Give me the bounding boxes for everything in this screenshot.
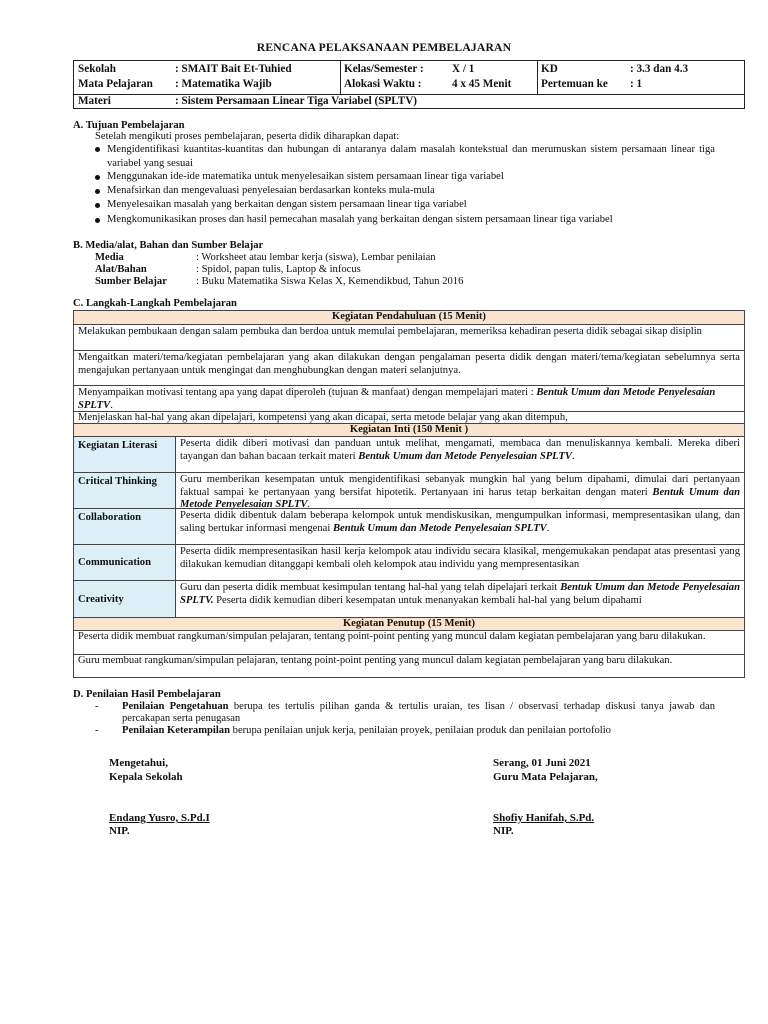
sign-right-line2: Guru Mata Pelajaran, <box>493 771 598 783</box>
motivasi-text: Menyampaikan motivasi tentang apa yang dapat diperoleh (tujuan & manfaat) dengan mempelajari materi : <box>78 387 534 398</box>
bullet-icon <box>95 203 100 208</box>
penutup-step: Peserta didik membuat rangkuman/simpulan pelajaran, tentang point-point penting yang muncul dalam kegiatan pembelajaran yang baru dilakukan. <box>78 631 706 642</box>
alokasi-value: 4 x 45 Menit <box>452 78 512 90</box>
table-row <box>74 385 744 411</box>
goal-item: Mengkomunikasikan proses dan hasil pemecahan masalah yang berkaitan dengan sistem persamaan linear tiga variabel <box>107 214 613 225</box>
sumber-value: : Buku Matematika Siswa Kelas X, Kemendikbud, Tahun 2016 <box>196 276 464 287</box>
inti-text: Guru dan peserta didik membuat kesimpulan tentang hal-hal yang telah dipelajari terkait Bentuk Umum dan Metode Penyelesaian SPLTV. Peserta didik kemudian diberi kesempatan untuk menanyakan kembali hal-hal yang belum dipahami <box>180 582 740 606</box>
table-row <box>74 436 744 472</box>
penutup-step: Guru membuat rangkuman/simpulan pelajaran, tentang point-point penting yang muncul dalam kegiatan pembelajaran yang baru dilakukan. <box>78 655 673 666</box>
materi-value: : Sistem Persamaan Linear Tiga Variabel (SPLTV) <box>175 95 417 107</box>
materi-label: Materi <box>78 95 111 107</box>
alat-value: : Spidol, papan tulis, Laptop & infocus <box>196 264 361 275</box>
penutup-title: Kegiatan Penutup (15 Menit) <box>342 618 476 629</box>
inti-text: Guru memberikan kesempatan untuk mengidentifikasi sebanyak mungkin hal yang belum dipahami, dimulai dari pertanyaan faktual sampai ke pertanyaan yang bersifat hipotetik. Pertanyaan ini harus tetap berkaitan dengan materi Bentuk Umum dan Metode Penyelesaian SPLTV. <box>180 474 740 511</box>
sign-right-line1: Serang, 01 Juni 2021 <box>493 757 591 769</box>
table-row <box>74 324 744 350</box>
section-a-intro: Setelah mengikuti proses pembelajaran, peserta didik diharapkan dapat: <box>95 131 400 142</box>
sign-left-line1: Mengetahui, <box>109 757 168 769</box>
media-value: : Worksheet atau lembar kerja (siswa), Lembar penilaian <box>196 252 436 263</box>
sign-left-line2: Kepala Sekolah <box>109 771 183 783</box>
inti-label: Critical Thinking <box>74 473 176 508</box>
inti-label: Collaboration <box>74 509 176 544</box>
sign-left-nip: NIP. <box>109 825 130 837</box>
penilaian-item: Penilaian Keterampilan berupa penilaian unjuk kerja, penilaian proyek, penilaian produk dan penilaian portofolio <box>122 725 611 736</box>
sekolah-label: Sekolah <box>78 63 116 75</box>
table-row <box>74 630 744 654</box>
header-table <box>73 60 745 109</box>
table-row <box>74 472 744 511</box>
section-b-heading: B. Media/alat, Bahan dan Sumber Belajar <box>73 240 264 251</box>
section-a-heading: A. Tujuan Pembelajaran <box>73 120 185 131</box>
pendahuluan-step: Menyampaikan motivasi tentang apa yang dapat diperoleh (tujuan & manfaat) dengan mempelajari materi : Bentuk Umum dan Metode Penyelesaian SPLTV. <box>78 387 716 411</box>
mapel-label: Mata Pelajaran <box>78 78 153 90</box>
pendahuluan-step: Mengaitkan materi/tema/kegiatan pembelajaran yang akan dilakukan dengan pengalaman peserta didik dengan materi/tema/kegiatan sebelumnya serta mengajukan pertanyaan untuk mengingat dan menghubungkan dengan materi selanjutnya. <box>78 352 740 376</box>
header-divider <box>340 61 341 94</box>
bullet-icon <box>95 218 100 223</box>
inti-header <box>74 423 744 436</box>
kelas-label: Kelas/Semester : <box>344 63 424 75</box>
table-row <box>74 580 744 617</box>
bullet-icon <box>95 147 100 152</box>
section-c-heading: C. Langkah-Langkah Pembelajaran <box>73 298 237 309</box>
alokasi-label: Alokasi Waktu : <box>344 78 422 90</box>
document-title: RENCANA PELAKSANAAN PEMBELAJARAN <box>256 41 512 54</box>
goal-item: Menggunakan ide-ide matematika untuk menyelesaikan sistem persamaan linear tiga variabel <box>107 171 504 182</box>
pertemuan-value: : 1 <box>630 78 643 90</box>
pendahuluan-title: Kegiatan Pendahuluan (15 Menit) <box>332 311 486 322</box>
sign-right-nip: NIP. <box>493 825 514 837</box>
inti-label: Communication <box>74 545 176 580</box>
sign-right-name: Shofiy Hanifah, S.Pd. <box>493 812 595 824</box>
bullet-icon <box>95 189 100 194</box>
section-d-heading: D. Penilaian Hasil Pembelajaran <box>73 689 221 700</box>
kd-value: : 3.3 dan 4.3 <box>630 63 689 75</box>
kd-label: KD <box>541 63 558 75</box>
pendahuluan-step: Menjelaskan hal-hal yang akan dipelajari, kompetensi yang akan dicapai, serta metode belajar yang akan ditempuh, <box>78 412 568 423</box>
sumber-label: Sumber Belajar <box>95 276 167 287</box>
inti-text: Peserta didik mempresentasikan hasil kerja kelompok atau individu secara klasikal, mengemukakan pendapat atas presentasi yang dilakukan kemudian ditanggapi kembali oleh kelompok atau individu yang mempresentasikan <box>180 546 740 570</box>
dash-icon: - <box>95 725 99 736</box>
dash-icon: - <box>95 701 99 712</box>
motivasi-italic: Bentuk Umum dan Metode Penyelesaian SPLTV <box>78 387 716 411</box>
header-divider <box>537 61 538 94</box>
pertemuan-label: Pertemuan ke <box>541 78 608 90</box>
penilaian-item: Penilaian Pengetahuan berupa tes tertulis pilihan ganda & tertulis uraian, tes lisan / observasi terhadap diskusi tanya jawab dan percakapan serta penugasan <box>122 701 715 724</box>
media-label: Media <box>95 252 124 263</box>
table-row <box>74 350 744 385</box>
table-row <box>74 654 744 678</box>
alat-label: Alat/Bahan <box>95 264 147 275</box>
inti-label: Creativity <box>74 581 176 617</box>
inti-text: Peserta didik dibentuk dalam beberapa kelompok untuk mendiskusikan, mengumpulkan informasi, mempresentasikan ulang, dan saling bertukar informasi mengenai Bentuk Umum dan Metode Penyelesaian SPLTV. <box>180 510 740 534</box>
table-row <box>74 544 744 580</box>
bullet-icon <box>95 175 100 180</box>
inti-title: Kegiatan Inti (150 Menit ) <box>349 424 469 435</box>
penutup-header <box>74 617 744 630</box>
sekolah-value: : SMAIT Bait Et-Tuhied <box>175 63 292 75</box>
table-row <box>74 411 744 423</box>
sign-left-name: Endang Yusro, S.Pd.I <box>109 812 210 824</box>
inti-label: Kegiatan Literasi <box>74 437 176 472</box>
pendahuluan-step: Melakukan pembukaan dengan salam pembuka dan berdoa untuk memulai pembelajaran, memeriksa kehadiran peserta didik sebagai sikap disiplin <box>78 326 702 337</box>
table-row <box>74 508 744 544</box>
kelas-value: X / 1 <box>452 63 475 75</box>
goal-item: Menyelesaikan masalah yang berkaitan dengan sistem persamaan linear tiga variabel <box>107 199 467 210</box>
goal-item: Mengidentifikasi kuantitas-kuantitas dan hubungan di antaranya dalam masalah kontekstual dan merumuskan sistem persamaan linear tiga variabel yang sesuai <box>107 144 715 169</box>
goal-item: Menafsirkan dan mengevaluasi penyelesaian berdasarkan konteks mula-mula <box>107 185 435 196</box>
inti-text: Peserta didik diberi motivasi dan panduan untuk melihat, mengamati, membaca dan menuliskannya kembali. Mereka diberi tayangan dan bahan bacaan terkait materi Bentuk Umum dan Metode Penyelesaian SPLTV. <box>180 438 740 462</box>
mapel-value: : Matematika Wajib <box>175 78 272 90</box>
pendahuluan-header <box>74 311 744 324</box>
activities-table <box>73 310 745 678</box>
